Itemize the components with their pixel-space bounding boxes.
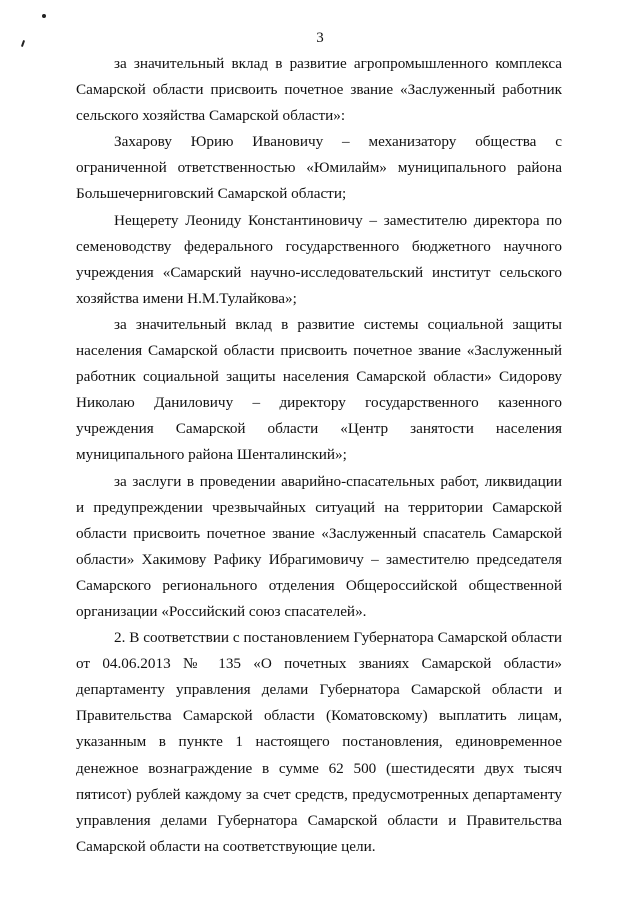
paragraph-social-award: за значительный вклад в развитие системы социальной защиты населения Самарской области присвоить почетное звание «Заслуженный работник социальной защиты населения Самарской области» Сидорову Николаю Даниловичу – директору государственного казенного учреждения Самарской области «Центр занятости населения муниципального района Шенталинский»; — [76, 315, 562, 464]
document-body — [76, 51, 562, 860]
paragraph-zakharov: Захарову Юрию Ивановичу – механизатору общества с ограниченной ответственностью «Юмилайм» муниципального района Большечерниговский Самарской области; — [76, 133, 562, 203]
paragraph-nesheret: Нещерету Леониду Константиновичу – заместителю директора по семеноводству федерального государственного бюджетного научного учреждения «Самарский научно-исследовательский институт сельского хозяйства имени Н.М.Тулайкова»; — [76, 211, 562, 307]
page-number: 3 — [316, 30, 324, 46]
scan-speck — [42, 14, 46, 18]
paragraph-rescuer-award: за заслуги в проведении аварийно-спасательных работ, ликвидации и предупреждении чрезвычайных ситуаций на территории Самарской области присвоить почетное звание «Заслуженный спасатель Самарской области» Хакимову Рафику Ибрагимовичу – заместителю председателя Самарского регионального отделения Общероссийской общественной организации «Российский союз спасателей». — [76, 472, 562, 620]
paragraph-payment: 2. В соответствии с постановлением Губернатора Самарской области от 04.06.2013 № 135 «О почетных званиях Самарской области» департаменту управления делами Губернатора Самарской области и Правительства Самарской области (Коматовскому) выплатить лицам, указанным в пункте 1 настоящего постановления, единовременное денежное вознаграждение в сумме 62 500 (шестидесяти двух тысяч пятисот) рублей каждому за счет средств, предусмотренных департаменту управления делами Губернатора Самарской области и Правительства Самарской области на соответствующие цели. — [76, 629, 562, 855]
paragraph-agro-award: за значительный вклад в развитие агропромышленного комплекса Самарской области присвоить почетное звание «Заслуженный работник сельского хозяйства Самарской области»: — [76, 55, 562, 125]
